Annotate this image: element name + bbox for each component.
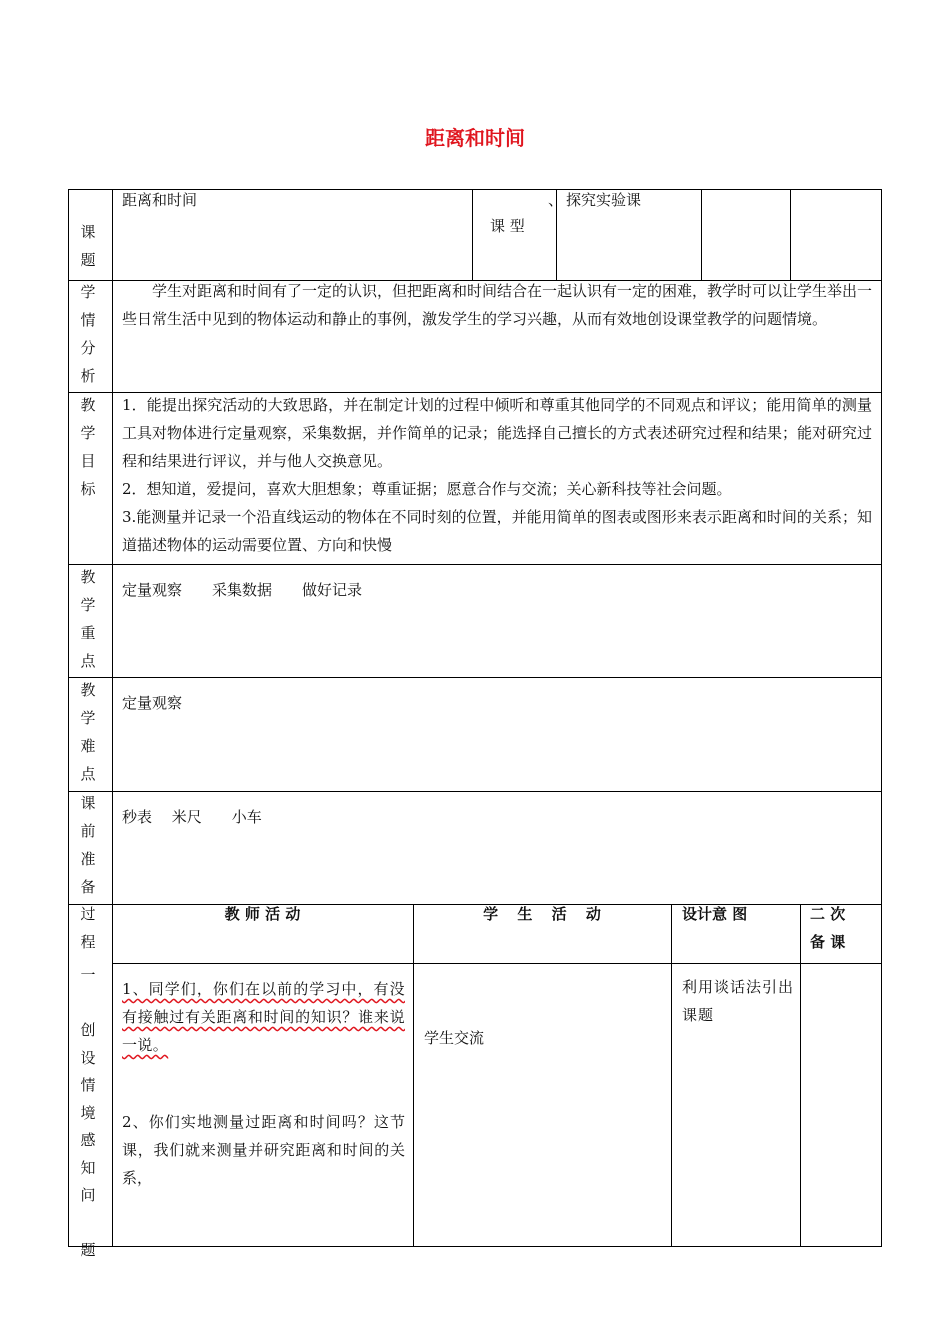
- objectives-list: [122, 391, 872, 559]
- table-divider: [68, 564, 882, 565]
- topic-label: 课 题: [80, 223, 96, 269]
- teacher-activity-1: 1、同学们，你们在以前的学习中，有没有接触过有关距离和时间的知识？谁来说一说。: [122, 980, 405, 1054]
- section1-label: 一 创 设 情 境 感 知 问 题: [80, 966, 96, 1259]
- preparation-text: 秒表 米尺 小车: [122, 808, 262, 826]
- design-intent-1: 利用谈话法引出课题: [682, 978, 795, 1024]
- table-divider: [472, 189, 473, 281]
- objective-item: 2．想知道，爱提问，喜欢大胆想象；尊重证据；愿意合作与交流；关心新科技等社会问题。: [122, 480, 732, 498]
- key-points-text: 定量观察 采集数据 做好记录: [122, 581, 363, 599]
- process-label: 过 程: [80, 905, 96, 951]
- design-intent-header: 设计意 图: [682, 905, 748, 923]
- teacher-activity-2: 2、你们实地测量过距离和时间吗？这节课，我们就来测量并研究距离和时间的关系，: [122, 1113, 405, 1187]
- lesson-type-value: 探究实验课: [566, 191, 642, 209]
- table-divider: [790, 189, 791, 281]
- table-divider: [112, 963, 882, 964]
- lesson-type-mark: 、: [548, 191, 564, 209]
- key-points-label: 教 学 重 点: [80, 568, 96, 670]
- difficulties-label: 教 学 难 点: [80, 681, 96, 783]
- topic-value: 距离和时间: [122, 191, 198, 209]
- table-divider: [671, 904, 672, 1247]
- table-divider: [112, 189, 113, 1247]
- preparation-label: 课 前 准 备: [80, 794, 96, 896]
- student-activity-1: 学生交流: [424, 1029, 485, 1047]
- table-border: [68, 1246, 882, 1247]
- table-divider: [68, 791, 882, 792]
- student-analysis-label: 学 情 分 析: [80, 283, 96, 385]
- objective-item: 1．能提出探究活动的大致思路，并在制定计划的过程中倾听和尊重其他同学的不同观点和评议；能用简单的测量工具对物体进行定量观察，采集数据，并作简单的记录；能选择自己擅长的方式表述研究过程和结果；能对研究过程和结果进行评议，并与他人交换意见。: [122, 396, 873, 470]
- table-divider: [68, 677, 882, 678]
- table-divider: [701, 189, 702, 281]
- student-analysis-text: 学生对距离和时间有了一定的认识，但把距离和时间结合在一起认识有一定的困难，教学时可以让学生举出一些日常生活中见到的物体运动和静止的事例，激发学生的学习兴趣，从而有效地创设课堂教学的问题情境。: [122, 282, 873, 328]
- objectives-label: 教 学 目 标: [80, 396, 96, 498]
- table-divider: [800, 904, 801, 1247]
- second-prep-header: 二 次 备 课: [810, 905, 846, 951]
- table-border: [68, 189, 69, 1247]
- table-divider: [413, 904, 414, 1247]
- student-activity-header: 学 生 活 动: [483, 905, 601, 923]
- table-border: [881, 189, 882, 1247]
- teacher-activity-header: 教 师 活 动: [224, 905, 301, 923]
- objective-item: 3.能测量并记录一个沿直线运动的物体在不同时刻的位置，并能用简单的图表或图形来表示距离和时间的关系；知道描述物体的运动需要位置、方向和快慢: [122, 508, 872, 554]
- page-title: 距离和时间: [425, 126, 525, 150]
- difficulties-text: 定量观察: [122, 694, 183, 712]
- lesson-type-label: 课 型: [490, 217, 525, 235]
